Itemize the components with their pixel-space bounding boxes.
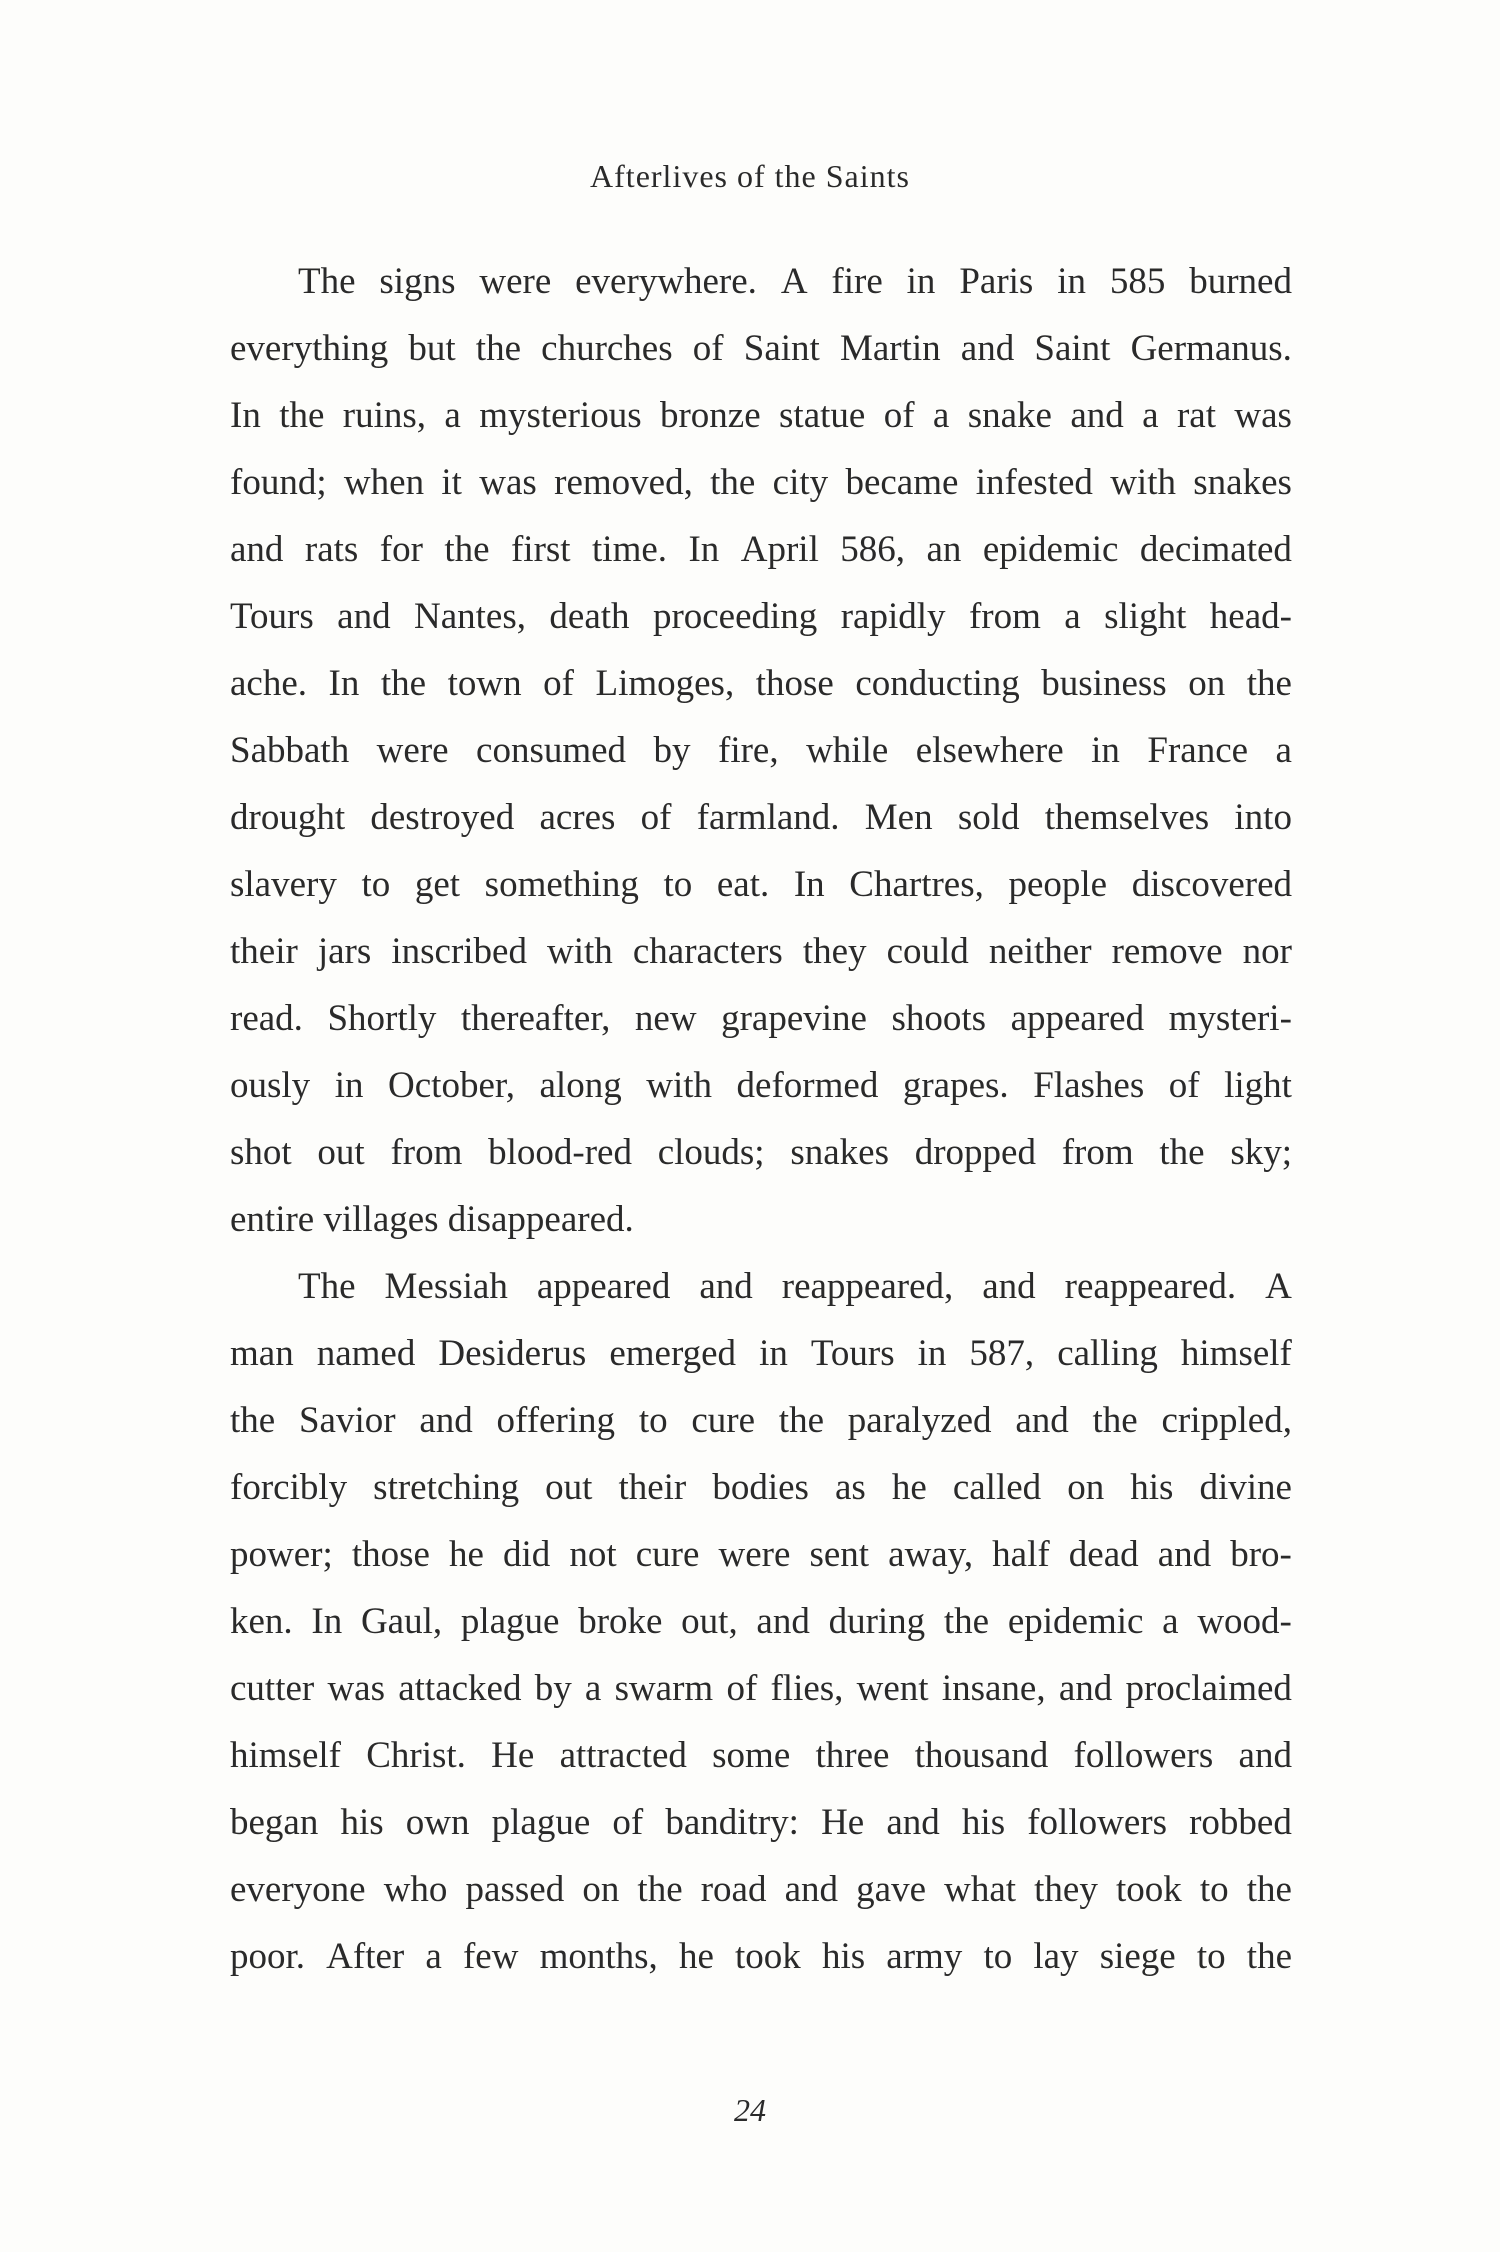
text-line: their jars inscribed with characters they could neither remove nor (230, 931, 1292, 972)
text-line: ken. In Gaul, plague broke out, and during the epidemic a wood- (230, 1601, 1292, 1642)
text-line: and rats for the first time. In April 586, an epidemic decimated (230, 529, 1292, 570)
text-line: himself Christ. He attracted some three thousand followers and (230, 1735, 1292, 1776)
text-line: began his own plague of banditry: He and his followers robbed (230, 1802, 1292, 1843)
text-line: The signs were everywhere. A fire in Paris in 585 burned (298, 261, 1292, 302)
text-line: the Savior and offering to cure the paralyzed and the crippled, (230, 1400, 1292, 1441)
text-line: ously in October, along with deformed grapes. Flashes of light (230, 1065, 1292, 1106)
text-line: man named Desiderus emerged in Tours in 587, calling himself (230, 1333, 1292, 1374)
text-line: drought destroyed acres of farmland. Men sold themselves into (230, 797, 1292, 838)
text-line: forcibly stretching out their bodies as he called on his divine (230, 1467, 1292, 1508)
text-line: everyone who passed on the road and gave what they took to the (230, 1869, 1292, 1910)
text-line: In the ruins, a mysterious bronze statue of a snake and a rat was (230, 395, 1292, 436)
text-line: power; those he did not cure were sent away, half dead and bro- (230, 1534, 1292, 1575)
text-line: entire villages disappeared. (230, 1199, 634, 1240)
running-header: Afterlives of the Saints (590, 158, 910, 194)
text-line: Sabbath were consumed by fire, while elsewhere in France a (230, 730, 1292, 771)
text-line: shot out from blood-red clouds; snakes dropped from the sky; (230, 1132, 1292, 1173)
text-line: poor. After a few months, he took his army to lay siege to the (230, 1936, 1292, 1977)
text-line: read. Shortly thereafter, new grapevine shoots appeared mysteri- (230, 998, 1292, 1039)
text-line: found; when it was removed, the city became infested with snakes (230, 462, 1292, 503)
text-line: slavery to get something to eat. In Chartres, people discovered (230, 864, 1292, 905)
text-line: everything but the churches of Saint Martin and Saint Germanus. (230, 328, 1292, 369)
text-line: cutter was attacked by a swarm of flies, went insane, and proclaimed (230, 1668, 1292, 1709)
paragraph (230, 248, 1292, 1253)
text-line: ache. In the town of Limoges, those conducting business on the (230, 663, 1292, 704)
text-line: Tours and Nantes, death proceeding rapidly from a slight head- (230, 596, 1292, 637)
paragraph (230, 1253, 1292, 1990)
text-line: The Messiah appeared and reappeared, and reappeared. A (298, 1266, 1292, 1307)
page-number: 24 (734, 2092, 766, 2128)
body-text (230, 248, 1292, 1990)
